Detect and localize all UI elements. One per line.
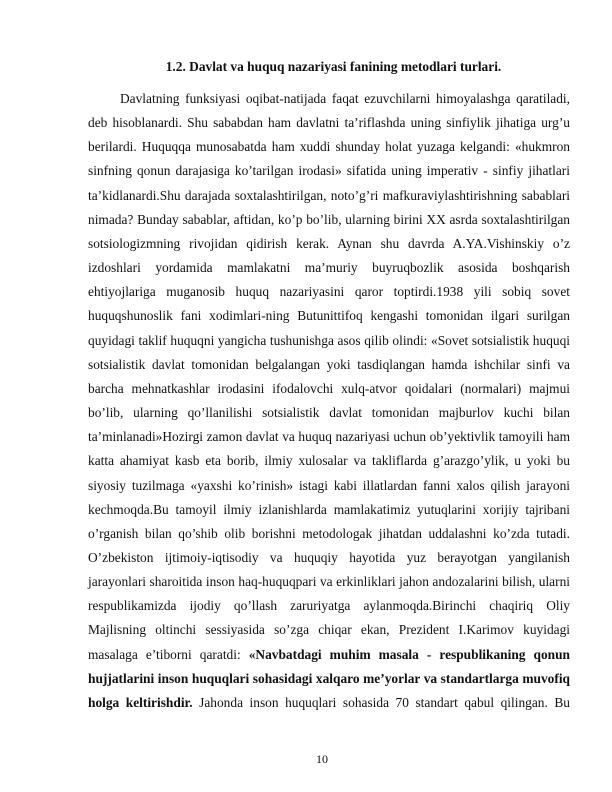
paragraph-text-part1: Davlatning funksiyasi oqibat-natijada faqat ezuvchilarni himoyalashga qaratiladi, deb hisoblanardi. Shu sababdan ham davlatni ta’riflashda uning sinfiylik jihatiga urg’u berilardi. Huquqqa munosabatda ham xuddi shunday holat yuzaga kelgandi: «hukmron sinfning qonun darajasiga ko’tarilgan irodasi» sifatida uning imperativ - sinfiy jihatlari ta’kidlanardi.Shu darajada soxtalashtirilgan, noto’g’ri mafkuraviylashtirishning sabablari nimada? Bunday sabablar, aftidan, ko’p bo’lib, ularning birini XX asrda soxtalashtirilgan sotsiologizmning rivojidan qidirish kerak. Aynan shu davrda A.YA.Vishinskiy o’z izdoshlari yordamida mamlakatni ma’muriy buyruqbozlik asosida boshqarish ehtiyojlariga muganosib huquq nazariyasini qaror toptirdi.1938 yili sobiq sovet huquqshunoslik fani xodimlari-ning Butunittifoq kengashi tomonidan ilgari surilgan quyidagi taklif huquqni yangicha tushunishga asos qilib olindi: «Sovet sotsialistik huquqi sotsialistik davlat tomonidan belgalangan yoki tasdiqlangan hamda ishchilar sinfi va barcha mehnatkashlar irodasini ifodalovchi xulq-atvor qoidalari (normalari) majmui bo’lib, ularning qo’llanilishi sotsialistik davlat tomonidan majburlov kuchi bilan ta’minlanadi»Hozirgi zamon davlat va huquq nazariyasi uchun ob’yektivlik tamoyili ham katta ahamiyat kasb eta borib, ilmiy xulosalar va takliflarda g’arazgo’ylik, u yoki bu siyosiy tuzilmaga «yaxshi ko’rinish» istagi kabi illatlardan fanni xalos qilish jarayoni kechmoqda.Bu tamoyil ilmiy izlanishlarda mamlakatimiz yutuqlarini xorijiy tajribani o’rganish bilan qo’shib olib borishni metodologak jihatdan uddalashni ko’zda tutadi. O’zbekiston ijtimoiy-iqtisodiy va huquqiy hayotida yuz berayotgan yangilanish jarayonlari sharoitida inson haq-huquqpari va erkinliklari jahon andozalarini bilish, ularni respublikamizda ijodiy qo’llash zaruriyatga aylanmoqda.Birinchi chaqiriq Oliy Majlisning oltinchi sessiyasida so’zga chiqar ekan, Prezident I.Karimov kuyidagi masalaga e’tiborni qaratdi:: [88, 91, 570, 662]
paragraph-text-part2: Jahonda inson huquqlari sohasida 70 standart qabul qilingan. Bu: [192, 694, 570, 710]
paragraph-bold-quote: «Navbatdagi muhim masala - respublikaning qonun hujjatlarini inson huquqlari sohasidagi xalqaro me’yorlar va standartlarga muvofiq holga keltirishdir.: [88, 646, 570, 710]
body-paragraph: [88, 87, 570, 715]
section-heading: 1.2. Davlat va huquq nazariyasi fanining metodlari turlari.: [165, 59, 502, 74]
page-number: 10: [316, 752, 328, 766]
